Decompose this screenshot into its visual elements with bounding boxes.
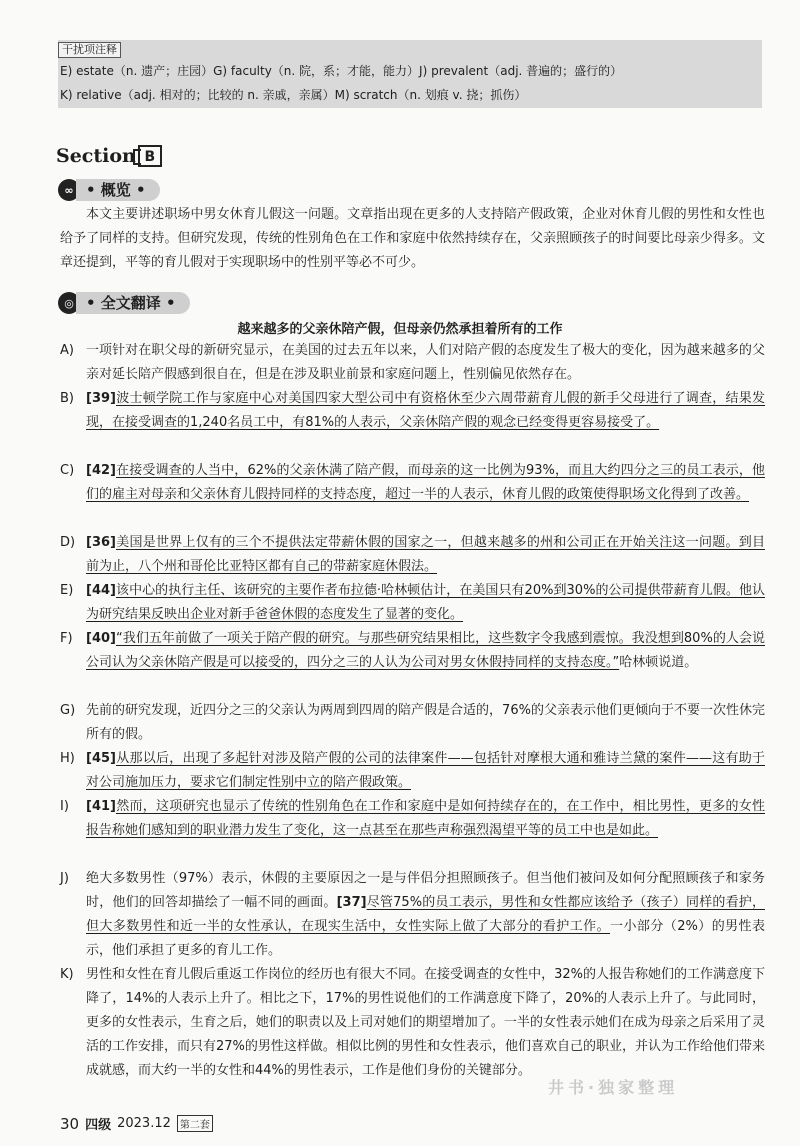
paragraph-letter: I): [60, 799, 69, 814]
paragraph-letter: H): [60, 751, 75, 766]
paragraph-letter: D): [60, 535, 76, 550]
question-marker: [44]: [86, 583, 116, 598]
question-marker: [41]: [86, 799, 116, 814]
paragraph-letter: B): [60, 391, 74, 406]
paragraph-letter: C): [60, 463, 75, 478]
paragraph-letter: E): [60, 583, 74, 598]
notes-line-1: E) estate（n. 遗产；庄园）G) faculty（n. 院，系；才能，能力）J) prevalent（adj. 普遍的；盛行的）: [60, 64, 623, 78]
paragraph-text: [86, 387, 765, 435]
distractor-notes-box: [58, 40, 762, 108]
paragraph-text: [86, 747, 765, 795]
paragraph-g: [60, 699, 765, 747]
overview-heading: [58, 178, 160, 202]
paragraph-i: [60, 795, 765, 843]
paragraph-text: [86, 699, 765, 747]
underlined-answer-text: “我们五年前做了一项关于陪产假的研究。与那些研究结果相比，这些数字令我感到震惊。我没想到80%的人会说公司认为父亲休陪产假是可以接受的，四分之三的人认为公司对男女休假持同样的支持态度。”: [86, 631, 765, 670]
translation-label: • 全文翻译 •: [76, 292, 190, 314]
translation-heading: [58, 291, 190, 315]
underlined-answer-text: 在接受调查的人当中，62%的父亲休满了陪产假，而母亲的这一比例为93%，而且大约四分之三的员工表示，他们的雇主对母亲和父亲休育儿假持同样的支持态度，超过一半的人表示，休育儿假的政策使得职场文化得到了改善。: [86, 463, 765, 502]
watermark: 井书·独家整理: [548, 1078, 679, 1097]
question-marker: [40]: [86, 631, 116, 646]
question-marker: [42]: [86, 463, 116, 478]
plain-text: 哈林顿说道。: [619, 655, 698, 670]
paragraph-b: [60, 387, 765, 435]
page-number: 30: [60, 1114, 80, 1133]
question-marker: [36]: [86, 535, 116, 550]
page-footer: [60, 1114, 213, 1133]
section-title: Section: [56, 145, 136, 167]
paragraph-letter: J): [60, 871, 69, 886]
paragraph-text: [86, 459, 765, 507]
question-marker: [39]: [86, 391, 116, 406]
paragraph-c: [60, 459, 765, 507]
paragraph-text: [86, 579, 765, 627]
underlined-answer-text: 从那以后，出现了多起针对涉及陪产假的公司的法律案件——包括针对摩根大通和雅诗兰黛的案件——这有助于对公司施加压力，要求它们制定性别中立的陪产假政策。: [86, 751, 765, 790]
paragraph-letter: A): [60, 343, 74, 358]
magazine-name: 四级: [85, 1118, 112, 1133]
paragraph-text: [86, 627, 765, 675]
question-marker: [45]: [86, 751, 116, 766]
speech-bubble-icon: ◎: [58, 292, 80, 314]
paragraph-text: [86, 339, 765, 387]
plain-text: 绝大多数男性（97%）表示，休假的主要原因之一是与伴侣分担照顾孩子。但当他们被问及如何分配照顾孩子和家务时，他们的回答却描绘了一幅不同的画面。: [86, 871, 765, 910]
issue-date: 2023.12: [117, 1116, 171, 1131]
paragraph-text: [86, 795, 765, 843]
paragraph-e: [60, 579, 765, 627]
plain-text: 一小部分（2%）的男性表示，他们承担了更多的育儿工作。: [86, 919, 765, 958]
question-marker: [37]: [336, 895, 367, 910]
plain-text: 先前的研究发现，近四分之三的父亲认为两周到四周的陪产假是合适的，76%的父亲表示他们更倾向于不要一次性休完所有的假。: [86, 703, 765, 742]
underlined-answer-text: 然而，这项研究也显示了传统的性别角色在工作和家庭中是如何持续存在的，在工作中，相比男性，更多的女性报告称她们感知到的职业潜力发生了变化，这一点甚至在那些声称强烈渴望平等的员工中也是如此。: [86, 799, 765, 838]
infinity-icon: ∞: [58, 179, 80, 201]
paragraph-text: [86, 867, 765, 963]
plain-text: 男性和女性在育儿假后重返工作岗位的经历也有很大不同。在接受调查的女性中，32%的人报告称她们的工作满意度下降了，14%的人表示上升了。相比之下，17%的男性说他们的工作满意度下降了，20%的人表示上升了。与此同时，更多的女性表示，生育之后，她们的职责以及上司对她们的期望增加了。一半的女性表示她们在成为母亲之后采用了灵活的工作安排，而只有27%的男性这样做。相似比例的男性和女性表示，他们喜欢自己的职业，并认为工作给他们带来成就感，而大约一半的女性和44%的男性表示，工作是他们身份的关键部分。: [86, 967, 765, 1078]
paragraph-d: [60, 531, 765, 579]
section-heading: [56, 144, 162, 168]
section-letter-icon: B: [138, 145, 162, 167]
paragraph-k: [60, 963, 765, 1083]
article-title: 越来越多的父亲休陪产假，但母亲仍然承担着所有的工作: [237, 322, 563, 337]
overview-text: 本文主要讲述职场中男女休育儿假这一问题。文章指出现在更多的人支持陪产假政策，企业对休育儿假的男性和女性也给予了同样的支持。但研究发现，传统的性别角色在工作和家庭中依然持续存在，父亲照顾孩子的时间要比母亲少得多。文章还提到，平等的育儿假对于实现职场中的性别平等必不可少。: [60, 207, 765, 270]
overview-label: • 概览 •: [76, 179, 160, 201]
paragraph-h: [60, 747, 765, 795]
paragraph-a: [60, 339, 765, 387]
underlined-answer-text: 美国是世界上仅有的三个不提供法定带薪休假的国家之一，但越来越多的州和公司正在开始关注这一问题。到目前为止，八个州和哥伦比亚特区都有自己的带薪家庭休假法。: [86, 535, 765, 574]
set-badge: 第二套: [177, 1115, 213, 1132]
paragraph-f: [60, 627, 765, 675]
paragraph-text: [86, 963, 765, 1083]
underlined-answer-text: 波士顿学院工作与家庭中心对美国四家大型公司中有资格休至少六周带薪育儿假的新手父母进行了调查，结果发现，在接受调查的1,240名员工中，有81%的人表示，父亲休陪产假的观念已经变得更容易接受了。: [86, 391, 765, 430]
plain-text: 一项针对在职父母的新研究显示，在美国的过去五年以来，人们对陪产假的态度发生了极大的变化，因为越来越多的父亲对延长陪产假感到很自在，但是在涉及职业前景和家庭问题上，性别偏见依然存在。: [86, 343, 765, 382]
paragraph-text: [86, 531, 765, 579]
paragraph-letter: F): [60, 631, 73, 646]
paragraph-letter: G): [60, 703, 76, 718]
notes-tag: 干扰项注释: [58, 42, 121, 58]
paragraph-letter: K): [60, 967, 74, 982]
underlined-answer-text: 尽管75%的员工表示，男性和女性都应该给予（孩子）同样的看护，但大多数男性和近一半的女性承认，在现实生活中，女性实际上做了大部分的看护工作。: [86, 895, 765, 934]
paragraph-j: [60, 867, 765, 963]
notes-line-2: K) relative（adj. 相对的；比较的 n. 亲戚，亲属）M) scratch（n. 划痕 v. 挠；抓伤）: [60, 88, 527, 102]
underlined-answer-text: 该中心的执行主任、该研究的主要作者布拉德·哈林顿估计，在美国只有20%到30%的公司提供带薪育儿假。他认为研究结果反映出企业对新手爸爸休假的态度发生了显著的变化。: [86, 583, 765, 622]
